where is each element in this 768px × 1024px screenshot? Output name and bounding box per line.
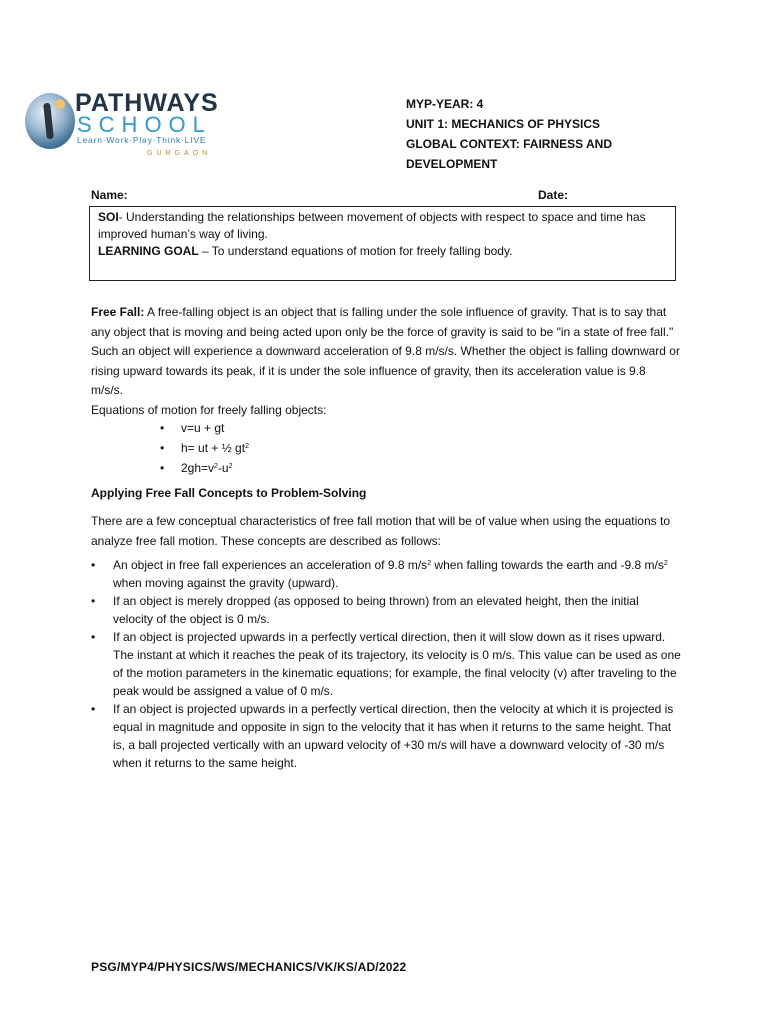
header-context: GLOBAL CONTEXT: FAIRNESS AND xyxy=(406,137,613,151)
equation-2: • h= ut + ½ $gt^2$ xyxy=(160,438,249,458)
concepts-list xyxy=(91,556,681,772)
concept-item: • If an object is projected upwards in a perfectly vertical direction, then it will slow down as it rises upward. The instant at which it reaches the peak of its trajectory, its velocity is 0 m/s. This value can be used as one of the motion parameters in the kinematic equations; for example, the final velocity (v) after traveling to the peak would be assigned a value of 0 m/s. xyxy=(91,628,681,700)
name-label: Name: xyxy=(91,188,128,202)
concept-item: • An object in free fall experiences an acceleration of 9.8 $m/s^2$ when falling towards the earth and -9.8 $m/s^2$ when moving against the gravity (upward). xyxy=(91,556,681,592)
soi-box xyxy=(89,206,676,281)
equation-1: • v=u + gt xyxy=(160,418,249,438)
logo-emblem-icon xyxy=(25,93,75,149)
school-logo xyxy=(25,91,225,161)
logo-tagline: Learn·Work·Play·Think·LIVE xyxy=(77,135,207,145)
concept-item: • If an object is projected upwards in a perfectly vertical direction, then the velocity at which it is projected is equal in magnitude and opposite in sign to the velocity that it has when it returns to the same height. That is, a ball projected vertically with an upward velocity of +30 m/s will have a downward velocity of -30 m/s when it returns to the same height. xyxy=(91,700,681,772)
logo-school: SCHOOL xyxy=(77,112,212,137)
free-fall-paragraph: Free Fall: A free-falling object is an object that is falling under the sole influence of gravity. That is to say that any object that is moving and being acted upon only be the force of gravity is said to be "in a state of free fall." Such an object will experience a downward acceleration of 9.8 m/s/s. Whether the object is falling downward or rising upward towards its peak, if it is under the sole influence of gravity, then its acceleration value is 9.8 m/s/s. Equations of motion for freely falling objects: xyxy=(91,303,681,420)
soi-statement: SOI- Understanding the relationships between movement of objects with respect to space and time has improved human’s way of living. xyxy=(98,210,646,241)
logo-city: GURGAON xyxy=(147,150,212,157)
equations-intro: Equations of motion for freely falling objects: xyxy=(91,402,327,417)
date-label: Date: xyxy=(538,188,569,202)
document-code-footer: PSG/MYP4/PHYSICS/WS/MECHANICS/VK/KS/AD/2022 xyxy=(91,960,407,974)
logo-name: PATHWAYS xyxy=(75,89,219,117)
concept-item: • If an object is merely dropped (as opposed to being thrown) from an elevated height, then the initial velocity of the object is 0 m/s. xyxy=(91,592,681,628)
header-year: MYP-YEAR: 4 xyxy=(406,97,484,111)
unit-header xyxy=(406,94,656,174)
problem-solving-heading: Applying Free Fall Concepts to Problem-Solving xyxy=(91,486,367,500)
header-context-cont: DEVELOPMENT xyxy=(406,157,498,171)
problem-solving-intro: There are a few conceptual characteristics of free fall motion that will be of value when using the equations to analyze free fall motion. These concepts are described as follows: xyxy=(91,514,670,548)
equation-3: • $2gh=v^2-u^2$ xyxy=(160,458,249,478)
header-unit: UNIT 1: MECHANICS OF PHYSICS xyxy=(406,117,601,131)
learning-goal: LEARNING GOAL – To understand equations of motion for freely falling body. xyxy=(98,244,513,258)
equations-list xyxy=(160,418,249,478)
